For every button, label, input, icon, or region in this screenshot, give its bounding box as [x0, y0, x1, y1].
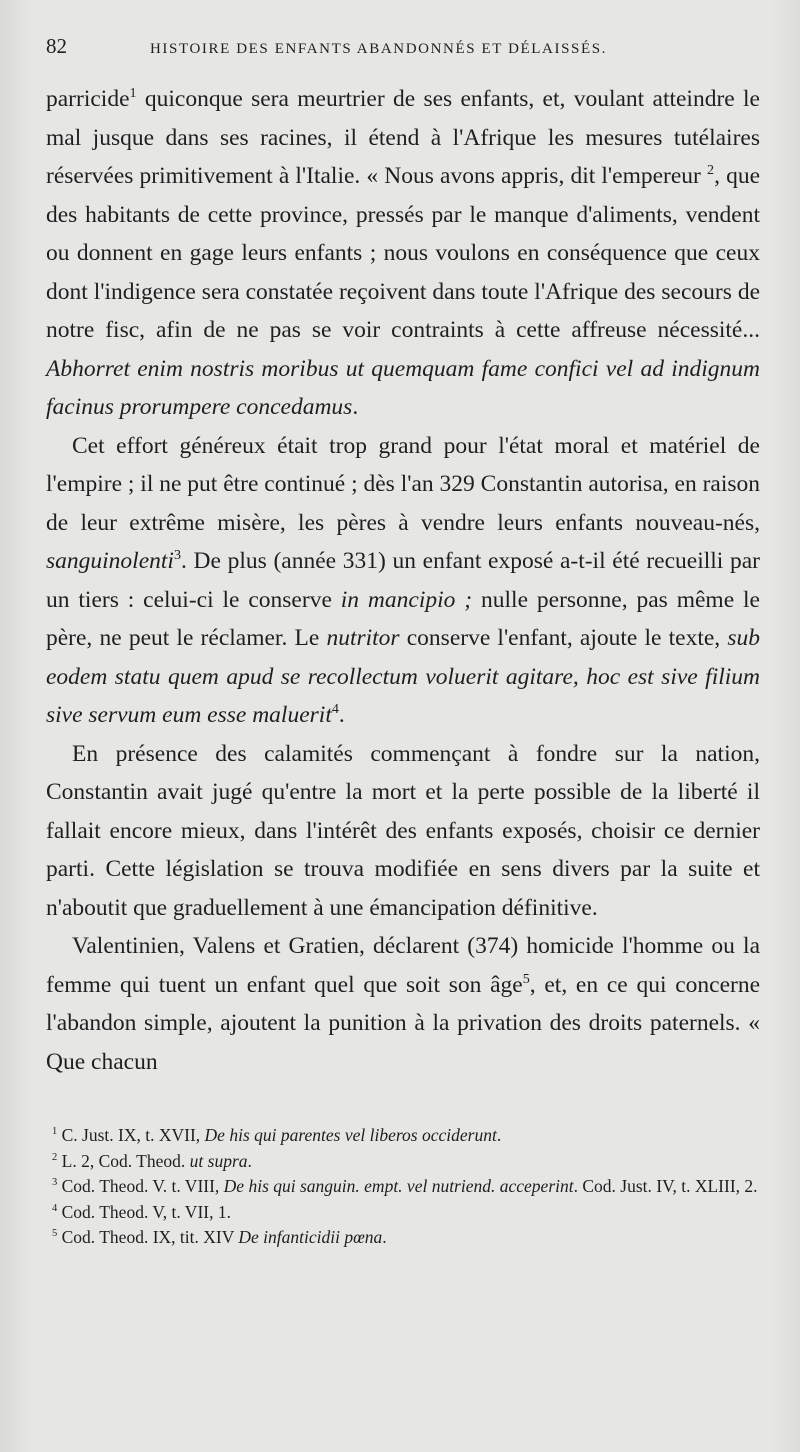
footnote: $^5$ Cod. Theod. IX, tit. XIV De infanticidii pœna.: [52, 1227, 387, 1247]
footnote-ref-3: 3: [173, 547, 181, 564]
footnote-ref-1: 1: [129, 85, 137, 102]
footnotes: [46, 1123, 760, 1251]
footnote-ref-2: 2: [707, 162, 715, 179]
latin-quotation: sub eodem statu quem apud se recollectum voluerit agitare, hoc est sive filium sive servum eum esse maluerit: [46, 625, 760, 728]
footnote-ref-4: 4: [331, 701, 339, 718]
footnote: $^1$ C. Just. IX, t. XVII, De his qui parentes vel liberos occiderunt.: [52, 1125, 502, 1145]
footnote: $^2$ L. 2, Cod. Theod. ut supra.: [52, 1150, 252, 1171]
footnote: $^3$ Cod. Theod. V. t. VIII, De his qui sanguin. empt. vel nutriend. acceperint. Cod. Just. IV, t. XLIII, 2.: [52, 1176, 758, 1196]
paragraph-1: parricide$^1$ quiconque sera meurtrier de ses enfants, et, voulant atteindre le mal jusque dans ses racines, il étend à l'Afrique les mesures tutélaires réservées primitivement à l'Italie. « Nous avons appris, dit l'empereur $^2$, que des habitants de cette province, pressés par le manque d'aliments, vendent ou donnent en gage leurs enfants ; nous voulons en conséquence que ceux dont l'indigence sera constatée reçoivent dans toute l'Afrique des secours de notre fisc, afin de ne pas se voir contraints à cette affreuse nécessité... Abhorret enim nostris moribus ut quemquam fame confici vel ad indignum facinus prorumpere concedamus.: [46, 85, 761, 420]
page-number: 82: [46, 34, 67, 58]
footnote: $^4$ Cod. Theod. V, t. VII, 1.: [52, 1201, 231, 1222]
paragraph-2: Cet effort généreux était trop grand pour l'état moral et matériel de l'empire ; il ne put être continué ; dès l'an 329 Constantin autorisa, en raison de leur extrême misère, les pères à vendre leurs enfants nouveau-nés, sanguinolenti$^3$. De plus (année 331) un enfant exposé a-t-il été recueilli par un tiers : celui-ci le conserve in mancipio ; nulle personne, pas même le père, ne peut le réclamer. Le nutritor conserve l'enfant, ajoute le texte, sub eodem statu quem apud se recollectum voluerit agitare, hoc est sive filium sive servum eum esse maluerit$^4$.: [46, 432, 760, 728]
footnote-ref-5: 5: [522, 970, 530, 987]
latin-quotation: Abhorret enim nostris moribus ut quemquam fame confici vel ad indignum facinus prorumpere concedamus: [46, 355, 760, 420]
running-head: [46, 34, 760, 74]
paragraph-4: Valentinien, Valens et Gratien, déclarent (374) homicide l'homme ou la femme qui tuent un enfant quel que soit son âge$^5$, et, en ce qui concerne l'abandon simple, ajoutent la punition à la privation des droits paternels. « Que chacun: [46, 933, 761, 1075]
running-title: HISTOIRE DES ENFANTS ABANDONNÉS ET DÉLAISSÉS.: [150, 41, 608, 57]
body-text: [46, 80, 760, 1081]
paragraph-3: En présence des calamités commençant à fondre sur la nation, Constantin avait jugé qu'entre la mort et la perte possible de la liberté il fallait encore mieux, dans l'intérêt des enfants exposés, choisir ce dernier parti. Cette législation se trouva modifiée en sens divers par la suite et n'aboutit que graduellement à une émancipation définitive.: [46, 740, 760, 921]
